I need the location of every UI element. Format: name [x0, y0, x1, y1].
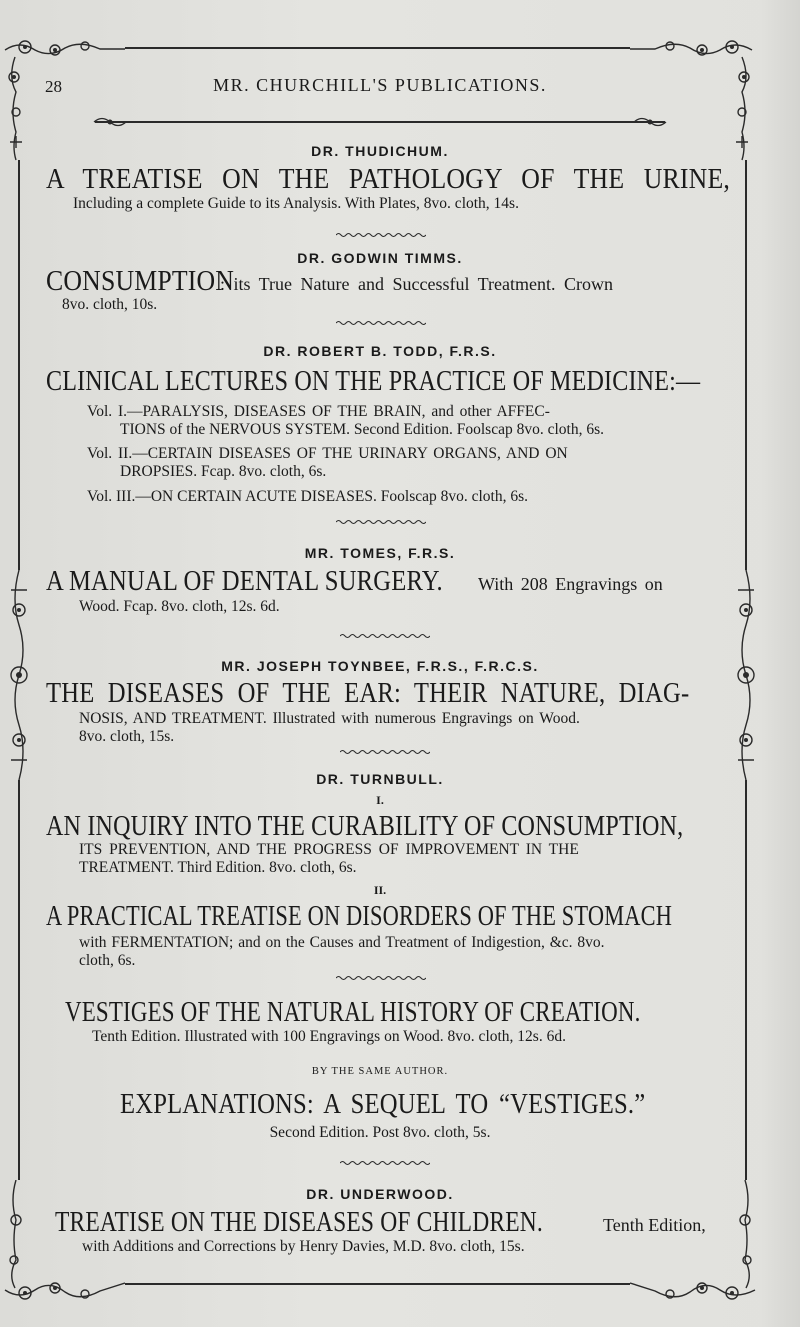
todd-vol2-line2: DROPSIES. Fcap. 8vo. cloth, 6s. — [120, 463, 327, 480]
floral-side-ornament-left-icon — [2, 570, 36, 780]
title-thudichum: A TREATISE ON THE PATHOLOGY OF THE URINE, — [46, 164, 731, 195]
header-rule-right-flourish-icon — [628, 115, 668, 129]
detail-toynbee-line2: 8vo. cloth, 15s. — [79, 728, 175, 745]
frame-right-rule-upper — [745, 160, 747, 570]
detail-turnbull-1-line1: ITS PREVENTION, AND THE PROGRESS OF IMPROVEMENT IN THE — [79, 841, 579, 858]
detail-vestiges: Tenth Edition. Illustrated with 100 Engravings on Wood. 8vo. cloth, 12s. 6d. — [92, 1028, 566, 1045]
frame-left-rule-middle — [18, 780, 20, 1180]
author-turnbull: DR. TURNBULL. — [316, 771, 444, 787]
frame-right-rule-middle — [745, 780, 747, 1180]
frame-left-rule-upper — [18, 160, 20, 570]
header-rule — [95, 121, 665, 123]
title-turnbull-2: A PRACTICAL TREATISE ON DISORDERS OF THE STOMACH — [46, 901, 673, 932]
detail-thudichum: Including a complete Guide to its Analysis. With Plates, 8vo. cloth, 14s. — [73, 195, 519, 212]
detail-turnbull-2-line2: cloth, 6s. — [79, 952, 136, 969]
title-underwood: TREATISE ON THE DISEASES OF CHILDREN. Tenth Edition, — [55, 1207, 706, 1238]
todd-vol1-line2: TIONS of the NERVOUS SYSTEM. Second Edition. Foolscap 8vo. cloth, 6s. — [120, 421, 604, 438]
by-the-same-author: BY THE SAME AUTHOR. — [311, 1066, 449, 1077]
todd-vol3-line1: Vol. III.—ON CERTAIN ACUTE DISEASES. Foolscap 8vo. cloth, 6s. — [87, 488, 529, 505]
detail-underwood: with Additions and Corrections by Henry Davies, M.D. 8vo. cloth, 15s. — [82, 1238, 525, 1255]
frame-bottom-rule — [125, 1283, 630, 1285]
author-toynbee: MR. JOSEPH TOYNBEE, F.R.S., F.R.C.S. — [221, 658, 539, 674]
page-header — [0, 75, 800, 105]
title-explanations: EXPLANATIONS: A SEQUEL TO “VESTIGES.” — [120, 1089, 646, 1120]
title-timms: CONSUMPTION: its True Nature and Successful Treatment. Crown — [46, 266, 613, 297]
wavy-divider-6-icon — [336, 975, 426, 981]
detail-tomes: Wood. Fcap. 8vo. cloth, 12s. 6d. — [79, 598, 280, 615]
wavy-divider-3-icon — [336, 519, 426, 525]
author-tomes: MR. TOMES, F.R.S. — [304, 545, 456, 561]
detail-turnbull-1-line2: TREATMENT. Third Edition. 8vo. cloth, 6s. — [79, 859, 357, 876]
wavy-divider-7-icon — [340, 1160, 430, 1166]
author-todd: DR. ROBERT B. TODD, F.R.S. — [263, 343, 497, 359]
detail-turnbull-2-line1: with FERMENTATION; and on the Causes and Treatment of Indigestion, &c. 8vo. — [79, 934, 605, 951]
detail-toynbee-line1: NOSIS, AND TREATMENT. Illustrated with numerous Engravings on Wood. — [79, 710, 580, 727]
detail-explanations: Second Edition. Post 8vo. cloth, 5s. — [269, 1124, 491, 1141]
todd-vol1-line1: Vol. I.—PARALYSIS, DISEASES OF THE BRAIN, and other AFFEC- — [87, 403, 550, 420]
title-toynbee: THE DISEASES OF THE EAR: THEIR NATURE, DIAG- — [46, 678, 690, 709]
header-rule-left-flourish-icon — [92, 115, 132, 129]
detail-timms: 8vo. cloth, 10s. — [62, 296, 158, 313]
title-todd: CLINICAL LECTURES ON THE PRACTICE OF MEDICINE:— — [46, 366, 701, 397]
frame-top-rule — [125, 47, 630, 49]
author-underwood: DR. UNDERWOOD. — [306, 1186, 454, 1202]
wavy-divider-1-icon — [336, 232, 426, 238]
title-tomes: A MANUAL OF DENTAL SURGERY. With 208 Engravings on — [46, 566, 663, 597]
turnbull-roman-1: I. — [376, 793, 384, 807]
running-title: MR. CHURCHILL'S PUBLICATIONS. — [213, 75, 547, 95]
title-turnbull-1: AN INQUIRY INTO THE CURABILITY OF CONSUMPTION, — [46, 811, 684, 842]
author-thudichum: DR. THUDICHUM. — [311, 143, 449, 159]
wavy-divider-4-icon — [340, 633, 430, 639]
todd-vol2-line1: Vol. II.—CERTAIN DISEASES OF THE URINARY ORGANS, AND ON — [87, 445, 568, 462]
wavy-divider-5-icon — [340, 749, 430, 755]
author-timms: DR. GODWIN TIMMS. — [297, 250, 463, 266]
title-vestiges: VESTIGES OF THE NATURAL HISTORY OF CREATION. — [65, 997, 641, 1028]
wavy-divider-2-icon — [336, 320, 426, 326]
page-number: 28 — [45, 77, 62, 96]
turnbull-roman-2: II. — [373, 883, 387, 897]
